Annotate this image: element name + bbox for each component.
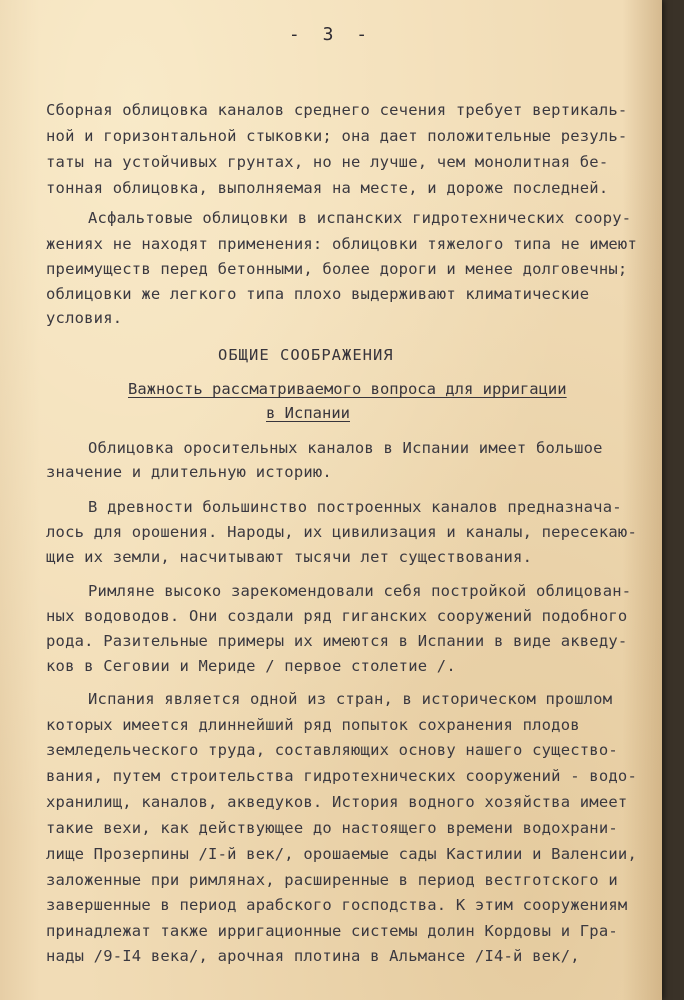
- text-line: Асфальтовые облицовки в испанских гидротехнических соору-: [88, 209, 632, 227]
- text-line: преимуществ перед бетонными, более дороги и менее долговечны;: [46, 260, 628, 278]
- text-line: таты на устойчивых грунтах, но не лучше, чем монолитная бе-: [46, 153, 609, 171]
- text-line: облицовки же легкого типа плохо выдерживают климатические: [46, 285, 590, 303]
- text-line: Римляне высоко зарекомендовали себя постройкой облицован-: [88, 582, 632, 600]
- section-subtitle: Важность рассматриваемого вопроса для ирригации: [128, 380, 567, 398]
- text-line: завершенные в период арабского господства. К этим сооружениям: [46, 896, 628, 914]
- text-line: условия.: [46, 309, 123, 327]
- text-line: В древности большинство построенных каналов предназнача-: [88, 498, 622, 516]
- text-line: ной и горизонтальной стыковки; она дает положительные резуль-: [46, 127, 628, 145]
- text-line: тонная облицовка, выполняемая на месте, и дороже последней.: [46, 179, 609, 197]
- text-line: вания, путем строительства гидротехнических сооружений - водо-: [46, 767, 637, 785]
- text-line: которых имеется длиннейший ряд попыток сохранения плодов: [46, 716, 580, 734]
- text-line: Облицовка оросительных каналов в Испании имеет большое: [88, 439, 603, 457]
- text-line: лось для орошения. Народы, их цивилизация и каналы, пересекаю-: [46, 523, 637, 541]
- text-line: земледельческого труда, составляющих основу нашего существо-: [46, 741, 618, 759]
- text-line: ных водоводов. Они создали ряд гиганских сооружений подобного: [46, 607, 628, 625]
- text-line: нады /9-I4 века/, арочная плотина в Альмансе /I4-й век/,: [46, 947, 580, 965]
- page-number: - 3 -: [288, 24, 374, 45]
- text-line: жениях не находят применения: облицовки тяжелого типа не имеют: [46, 235, 637, 253]
- text-line: принадлежат также ирригационные системы долин Кордовы и Гра-: [46, 922, 618, 940]
- text-line: лище Прозерпины /I-й век/, орошаемые сады Кастилии и Валенсии,: [46, 845, 637, 863]
- text-line: Сборная облицовка каналов среднего сечения требует вертикаль-: [46, 101, 628, 119]
- text-line: щие их земли, насчитывают тысячи лет существования.: [46, 548, 533, 566]
- text-line: заложенные при римлянах, расширенные в период вестготского и: [46, 871, 618, 889]
- section-subtitle: в Испании: [266, 404, 350, 422]
- text-line: такие вехи, как действующее до настоящего времени водохрани-: [46, 819, 618, 837]
- section-title: ОБЩИЕ СООБРАЖЕНИЯ: [218, 346, 394, 364]
- text-line: ков в Сеговии и Мериде / первое столетие /.: [46, 657, 456, 675]
- text-line: Испания является одной из стран, в историческом прошлом: [88, 690, 613, 708]
- text-line: значение и длительную историю.: [46, 463, 332, 481]
- text-line: хранилищ, каналов, акведуков. История водного хозяйства имеет: [46, 793, 628, 811]
- text-line: рода. Разительные примеры их имеются в Испании в виде акведу-: [46, 632, 628, 650]
